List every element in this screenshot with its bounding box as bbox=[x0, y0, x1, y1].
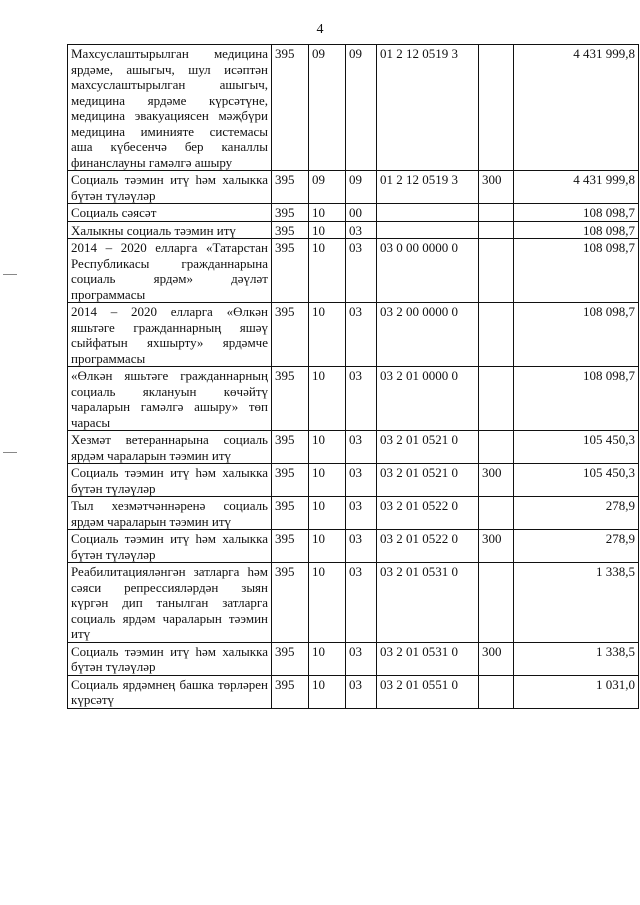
row-subsection-code: 00 bbox=[346, 204, 377, 222]
row-section-code: 10 bbox=[309, 464, 346, 497]
row-subsection-code: 03 bbox=[346, 642, 377, 675]
row-section-code: 10 bbox=[309, 204, 346, 222]
row-target-article: 03 0 00 0000 0 bbox=[377, 239, 479, 303]
row-expense-type bbox=[479, 204, 514, 222]
row-subsection-code: 03 bbox=[346, 431, 377, 464]
row-ministry-code: 395 bbox=[272, 367, 309, 431]
row-subsection-code: 09 bbox=[346, 171, 377, 204]
row-name: Махсуслаштырылган медицина ярдәме, ашыгыч, шул исәптән махсуслаштырылган ашыгыч, медицина ярдәме күрсәтүне, медицина эвакуациясен мәҗбүри медицина иминияте системасы аша күбесенчә бер каналлы финанслауны гамәлгә ашыру bbox=[68, 45, 272, 171]
budget-table bbox=[67, 44, 639, 709]
row-subsection-code: 03 bbox=[346, 239, 377, 303]
row-section-code: 10 bbox=[309, 431, 346, 464]
row-amount: 1 338,5 bbox=[514, 642, 639, 675]
row-section-code: 10 bbox=[309, 675, 346, 708]
row-target-article bbox=[377, 204, 479, 222]
row-name: 2014 – 2020 елларга «Татарстан Республикасы гражданнарына социаль ярдәм» дәүләт программасы bbox=[68, 239, 272, 303]
row-subsection-code: 03 bbox=[346, 563, 377, 643]
row-expense-type bbox=[479, 221, 514, 239]
row-name: Социаль ярдәмнең башка төрләрен күрсәтү bbox=[68, 675, 272, 708]
table-row bbox=[68, 303, 639, 367]
table-row bbox=[68, 204, 639, 222]
row-expense-type bbox=[479, 367, 514, 431]
table-row bbox=[68, 642, 639, 675]
row-amount: 4 431 999,8 bbox=[514, 45, 639, 171]
row-expense-type bbox=[479, 563, 514, 643]
row-ministry-code: 395 bbox=[272, 221, 309, 239]
row-subsection-code: 03 bbox=[346, 464, 377, 497]
row-section-code: 10 bbox=[309, 367, 346, 431]
table-row bbox=[68, 367, 639, 431]
row-amount: 4 431 999,8 bbox=[514, 171, 639, 204]
row-ministry-code: 395 bbox=[272, 497, 309, 530]
row-expense-type: 300 bbox=[479, 642, 514, 675]
row-amount: 108 098,7 bbox=[514, 221, 639, 239]
row-ministry-code: 395 bbox=[272, 464, 309, 497]
table-row bbox=[68, 239, 639, 303]
row-amount: 1 338,5 bbox=[514, 563, 639, 643]
row-subsection-code: 03 bbox=[346, 303, 377, 367]
row-amount: 278,9 bbox=[514, 497, 639, 530]
row-expense-type: 300 bbox=[479, 171, 514, 204]
row-section-code: 10 bbox=[309, 221, 346, 239]
row-section-code: 10 bbox=[309, 239, 346, 303]
row-ministry-code: 395 bbox=[272, 239, 309, 303]
row-name: Социаль тәэмин итү һәм халыкка бүтән түләүләр bbox=[68, 171, 272, 204]
row-section-code: 10 bbox=[309, 530, 346, 563]
row-target-article: 03 2 01 0531 0 bbox=[377, 563, 479, 643]
row-name: Хезмәт ветераннарына социаль ярдәм чараларын тәэмин итү bbox=[68, 431, 272, 464]
row-expense-type: 300 bbox=[479, 464, 514, 497]
table-row bbox=[68, 45, 639, 171]
row-section-code: 10 bbox=[309, 642, 346, 675]
row-name: «Өлкән яшьтәге гражданнарның социаль яклануын көчәйтү чараларын гамәлгә ашыру» төп чарасы bbox=[68, 367, 272, 431]
row-target-article: 01 2 12 0519 3 bbox=[377, 171, 479, 204]
row-subsection-code: 09 bbox=[346, 45, 377, 171]
row-expense-type bbox=[479, 45, 514, 171]
row-subsection-code: 03 bbox=[346, 221, 377, 239]
table-row bbox=[68, 171, 639, 204]
row-subsection-code: 03 bbox=[346, 675, 377, 708]
row-amount: 278,9 bbox=[514, 530, 639, 563]
row-target-article: 03 2 01 0000 0 bbox=[377, 367, 479, 431]
row-amount: 108 098,7 bbox=[514, 303, 639, 367]
page-number: 4 bbox=[316, 22, 324, 37]
row-subsection-code: 03 bbox=[346, 530, 377, 563]
row-target-article bbox=[377, 221, 479, 239]
row-ministry-code: 395 bbox=[272, 45, 309, 171]
row-expense-type bbox=[479, 431, 514, 464]
margin-mark bbox=[3, 452, 17, 453]
row-expense-type: 300 bbox=[479, 530, 514, 563]
row-ministry-code: 395 bbox=[272, 431, 309, 464]
table-row bbox=[68, 221, 639, 239]
row-ministry-code: 395 bbox=[272, 675, 309, 708]
row-target-article: 03 2 01 0522 0 bbox=[377, 530, 479, 563]
row-expense-type bbox=[479, 497, 514, 530]
row-section-code: 09 bbox=[309, 45, 346, 171]
row-name: Тыл хезмәтчәннәренә социаль ярдәм чараларын тәэмин итү bbox=[68, 497, 272, 530]
row-ministry-code: 395 bbox=[272, 204, 309, 222]
row-name: Социаль тәэмин итү һәм халыкка бүтән түләүләр bbox=[68, 642, 272, 675]
row-section-code: 10 bbox=[309, 303, 346, 367]
row-target-article: 03 2 01 0521 0 bbox=[377, 464, 479, 497]
row-expense-type bbox=[479, 239, 514, 303]
row-target-article: 03 2 01 0531 0 bbox=[377, 642, 479, 675]
row-ministry-code: 395 bbox=[272, 642, 309, 675]
row-subsection-code: 03 bbox=[346, 367, 377, 431]
row-name: Социаль сәясәт bbox=[68, 204, 272, 222]
table-row bbox=[68, 675, 639, 708]
row-name: Халыкны социаль тәэмин итү bbox=[68, 221, 272, 239]
row-name: 2014 – 2020 елларга «Өлкән яшьтәге гражданнарның яшәү сыйфатын яхшырту» ярдәмче программасы bbox=[68, 303, 272, 367]
table-row bbox=[68, 431, 639, 464]
row-ministry-code: 395 bbox=[272, 171, 309, 204]
row-target-article: 03 2 00 0000 0 bbox=[377, 303, 479, 367]
row-target-article: 01 2 12 0519 3 bbox=[377, 45, 479, 171]
row-amount: 105 450,3 bbox=[514, 464, 639, 497]
row-name: Социаль тәэмин итү һәм халыкка бүтән түләүләр bbox=[68, 464, 272, 497]
row-ministry-code: 395 bbox=[272, 563, 309, 643]
table-row bbox=[68, 563, 639, 643]
row-expense-type bbox=[479, 303, 514, 367]
table-row bbox=[68, 497, 639, 530]
budget-table-body bbox=[68, 45, 639, 709]
row-amount: 108 098,7 bbox=[514, 204, 639, 222]
row-amount: 108 098,7 bbox=[514, 367, 639, 431]
row-amount: 108 098,7 bbox=[514, 239, 639, 303]
row-section-code: 10 bbox=[309, 497, 346, 530]
row-name: Социаль тәэмин итү һәм халыкка бүтән түләүләр bbox=[68, 530, 272, 563]
row-section-code: 09 bbox=[309, 171, 346, 204]
margin-mark bbox=[3, 274, 17, 275]
row-name: Реабилитацияләнгән затларга һәм сәяси репрессияләрдән зыян күргән дип танылган затларга социаль ярдәм чараларын тәэмин итү bbox=[68, 563, 272, 643]
row-target-article: 03 2 01 0522 0 bbox=[377, 497, 479, 530]
row-amount: 1 031,0 bbox=[514, 675, 639, 708]
row-target-article: 03 2 01 0521 0 bbox=[377, 431, 479, 464]
table-row bbox=[68, 530, 639, 563]
row-ministry-code: 395 bbox=[272, 530, 309, 563]
row-amount: 105 450,3 bbox=[514, 431, 639, 464]
row-ministry-code: 395 bbox=[272, 303, 309, 367]
row-expense-type bbox=[479, 675, 514, 708]
row-target-article: 03 2 01 0551 0 bbox=[377, 675, 479, 708]
row-subsection-code: 03 bbox=[346, 497, 377, 530]
table-row bbox=[68, 464, 639, 497]
row-section-code: 10 bbox=[309, 563, 346, 643]
